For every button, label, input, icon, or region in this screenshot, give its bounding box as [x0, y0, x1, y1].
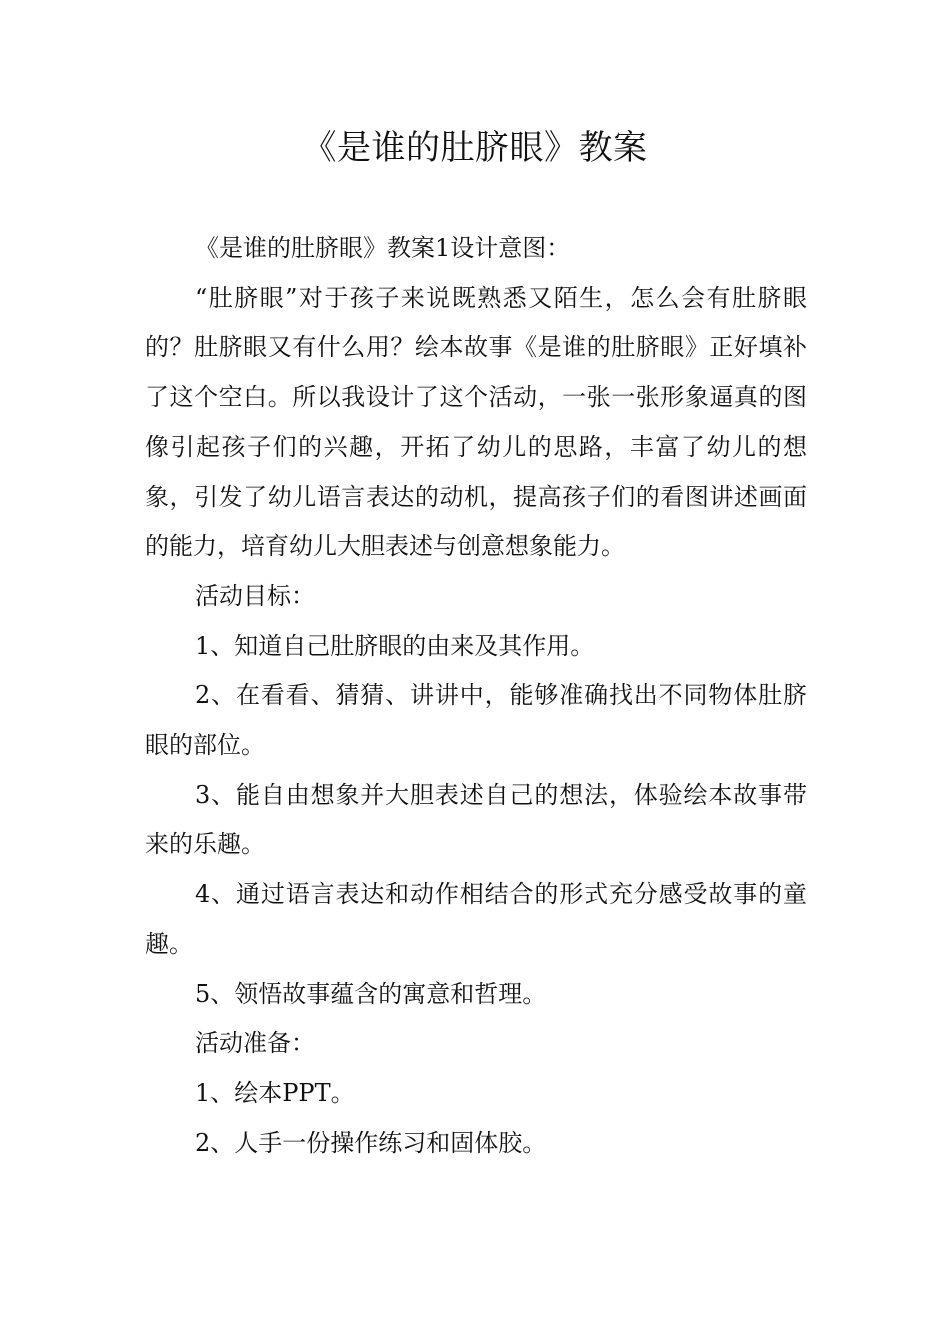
- paragraph-design-intent-heading: 《是谁的肚脐眼》教案1设计意图：: [195, 234, 571, 262]
- paragraph-goal-1: 1、知道自己肚脐眼的由来及其作用。: [195, 631, 595, 660]
- paragraph-goals-heading: 活动目标：: [195, 581, 315, 610]
- document-title: 《是谁的肚脐眼》教案: [302, 128, 648, 168]
- paragraph-goal-4: 4、通过语言表达和动作相结合的形式充分感受故事的童趣。: [145, 880, 807, 958]
- paragraph-preparation-2: 2、人手一份操作练习和固体胶。: [195, 1128, 547, 1157]
- paragraph-preparation-1: 1、绘本PPT。: [195, 1078, 355, 1107]
- paragraph-preparation-heading: 活动准备：: [195, 1029, 315, 1058]
- paragraph-design-intent: “肚脐眼”对于孩子来说既熟悉又陌生，怎么会有肚脐眼的？肚脐眼又有什么用？绘本故事《是谁的肚脐眼》正好填补了这个空白。所以我设计了这个活动，一张一张形象逼真的图像引起孩子们的兴趣，开拓了幼儿的思路，丰富了幼儿的想象，引发了幼儿语言表达的动机，提高孩子们的看图讲述画面的能力，培育幼儿大胆表述与创意想象能力。: [145, 283, 807, 561]
- paragraph-goal-3: 3、能自由想象并大胆表述自己的想法，体验绘本故事带来的乐趣。: [145, 780, 807, 859]
- document-body: [145, 224, 807, 1168]
- paragraph-goal-2: 2、在看看、猜猜、讲讲中，能够准确找出不同物体肚脐眼的部位。: [145, 681, 807, 760]
- paragraph-goal-5: 5、领悟故事蕴含的寓意和哲理。: [195, 979, 547, 1008]
